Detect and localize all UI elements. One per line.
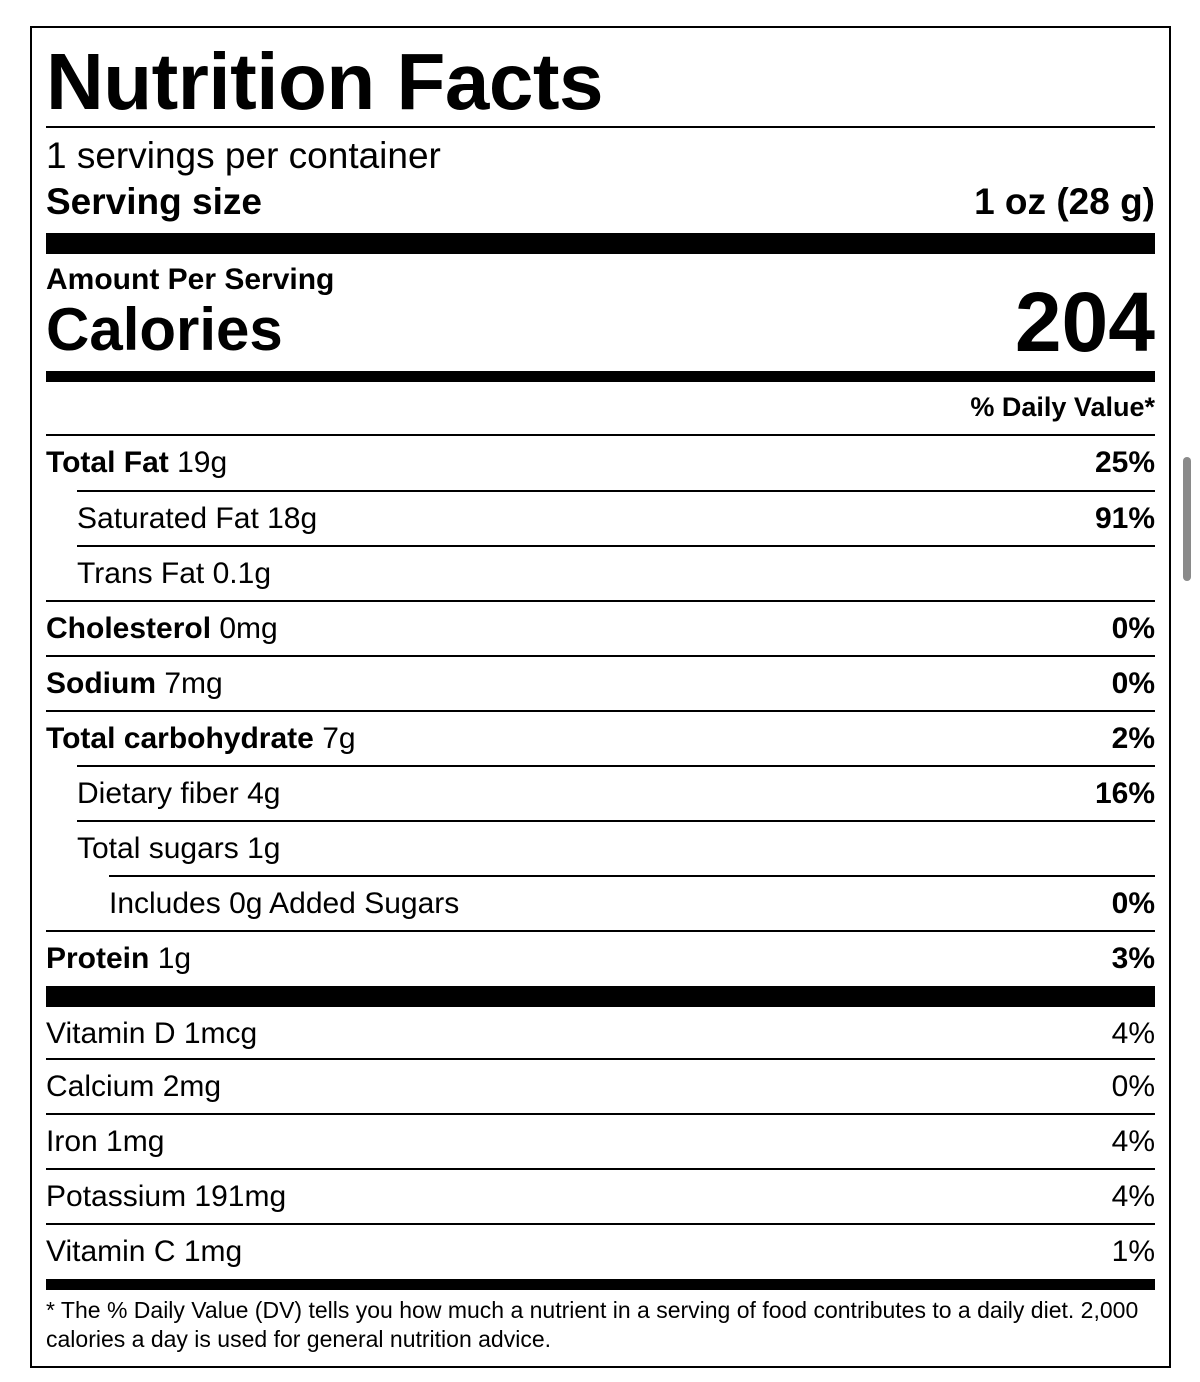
nutrient-dv: 3%	[1111, 942, 1155, 975]
nutrient-row-total-carbohydrate	[46, 712, 1155, 766]
calories-label: Calories	[46, 296, 283, 363]
nutrient-row-trans-fat	[46, 547, 1155, 601]
nutrient-row-cholesterol	[46, 602, 1155, 656]
nutrient-row-total-fat	[46, 436, 1155, 490]
label-content	[46, 28, 1155, 1366]
vitamin-row-vitamin-d	[46, 1007, 1155, 1061]
nutrient-name: Includes 0g Added Sugars	[109, 887, 460, 920]
vitamin-row-calcium	[46, 1060, 1155, 1114]
nutrient-row-protein	[46, 932, 1155, 986]
scrollbar-thumb[interactable]	[1183, 457, 1191, 581]
divider-thick	[46, 986, 1155, 1007]
serving-size-label: Serving size	[46, 181, 262, 222]
nutrient-name: Total sugars 1g	[77, 832, 281, 865]
vitamin-row-iron	[46, 1115, 1155, 1169]
label-title: Nutrition Facts	[46, 37, 603, 126]
nutrient-name: Trans Fat 0.1g	[77, 557, 271, 590]
vitamin-row-potassium	[46, 1170, 1155, 1224]
nutrient-name: Sodium 7mg	[46, 667, 223, 700]
daily-value-header: % Daily Value*	[970, 392, 1155, 422]
vitamin-dv: 4%	[1111, 1180, 1155, 1213]
nutrient-name: Protein 1g	[46, 942, 192, 975]
amount-per-serving: Amount Per Serving	[46, 263, 335, 296]
nutrient-name: Saturated Fat 18g	[77, 502, 318, 535]
calories-value: 204	[1014, 275, 1155, 369]
servings-row	[46, 136, 1155, 176]
nutrient-row-added-sugars	[46, 877, 1155, 931]
nutrition-facts-label	[30, 26, 1171, 1368]
nutrient-name: Total Fat 19g	[46, 446, 228, 479]
nutrient-dv: 2%	[1111, 722, 1155, 755]
vitamin-name: Calcium 2mg	[46, 1070, 222, 1103]
nutrient-row-total-sugars	[46, 822, 1155, 876]
divider-medium	[46, 371, 1155, 382]
nutrient-name: Total carbohydrate 7g	[46, 722, 356, 755]
nutrient-dv: 0%	[1111, 612, 1155, 645]
nutrient-row-saturated-fat	[46, 492, 1155, 546]
nutrient-name: Dietary fiber 4g	[77, 777, 281, 810]
nutrient-dv: 16%	[1094, 777, 1155, 810]
vitamin-dv: 1%	[1111, 1235, 1155, 1268]
nutrient-dv: 0%	[1111, 887, 1155, 920]
footnote: * The % Daily Value (DV) tells you how much a nutrient in a serving of food contributes to a daily diet. 2,000 calories a day is used for general nutrition advice.	[46, 1297, 1139, 1352]
nutrient-dv: 25%	[1094, 446, 1155, 479]
divider-thin	[46, 126, 1155, 128]
divider-medium	[46, 1279, 1155, 1290]
vitamin-dv: 0%	[1111, 1070, 1155, 1103]
serving-size-value: 1 oz (28 g)	[974, 181, 1155, 222]
vitamin-name: Iron 1mg	[46, 1125, 165, 1158]
vitamin-name: Vitamin C 1mg	[46, 1235, 243, 1268]
vitamin-row-vitamin-c	[46, 1225, 1155, 1279]
serving-size-row	[46, 182, 1155, 222]
vitamin-dv: 4%	[1111, 1125, 1155, 1158]
nutrient-dv: 91%	[1094, 502, 1155, 535]
vitamin-name: Vitamin D 1mcg	[46, 1017, 258, 1050]
vitamin-dv: 4%	[1111, 1017, 1155, 1050]
nutrient-row-dietary-fiber	[46, 767, 1155, 821]
nutrient-dv: 0%	[1111, 667, 1155, 700]
vitamin-name: Potassium 191mg	[46, 1180, 287, 1213]
nutrient-name: Cholesterol 0mg	[46, 612, 278, 645]
nutrient-row-sodium	[46, 657, 1155, 711]
divider-thick	[46, 233, 1155, 254]
servings-per-container: 1 servings per container	[46, 135, 441, 176]
